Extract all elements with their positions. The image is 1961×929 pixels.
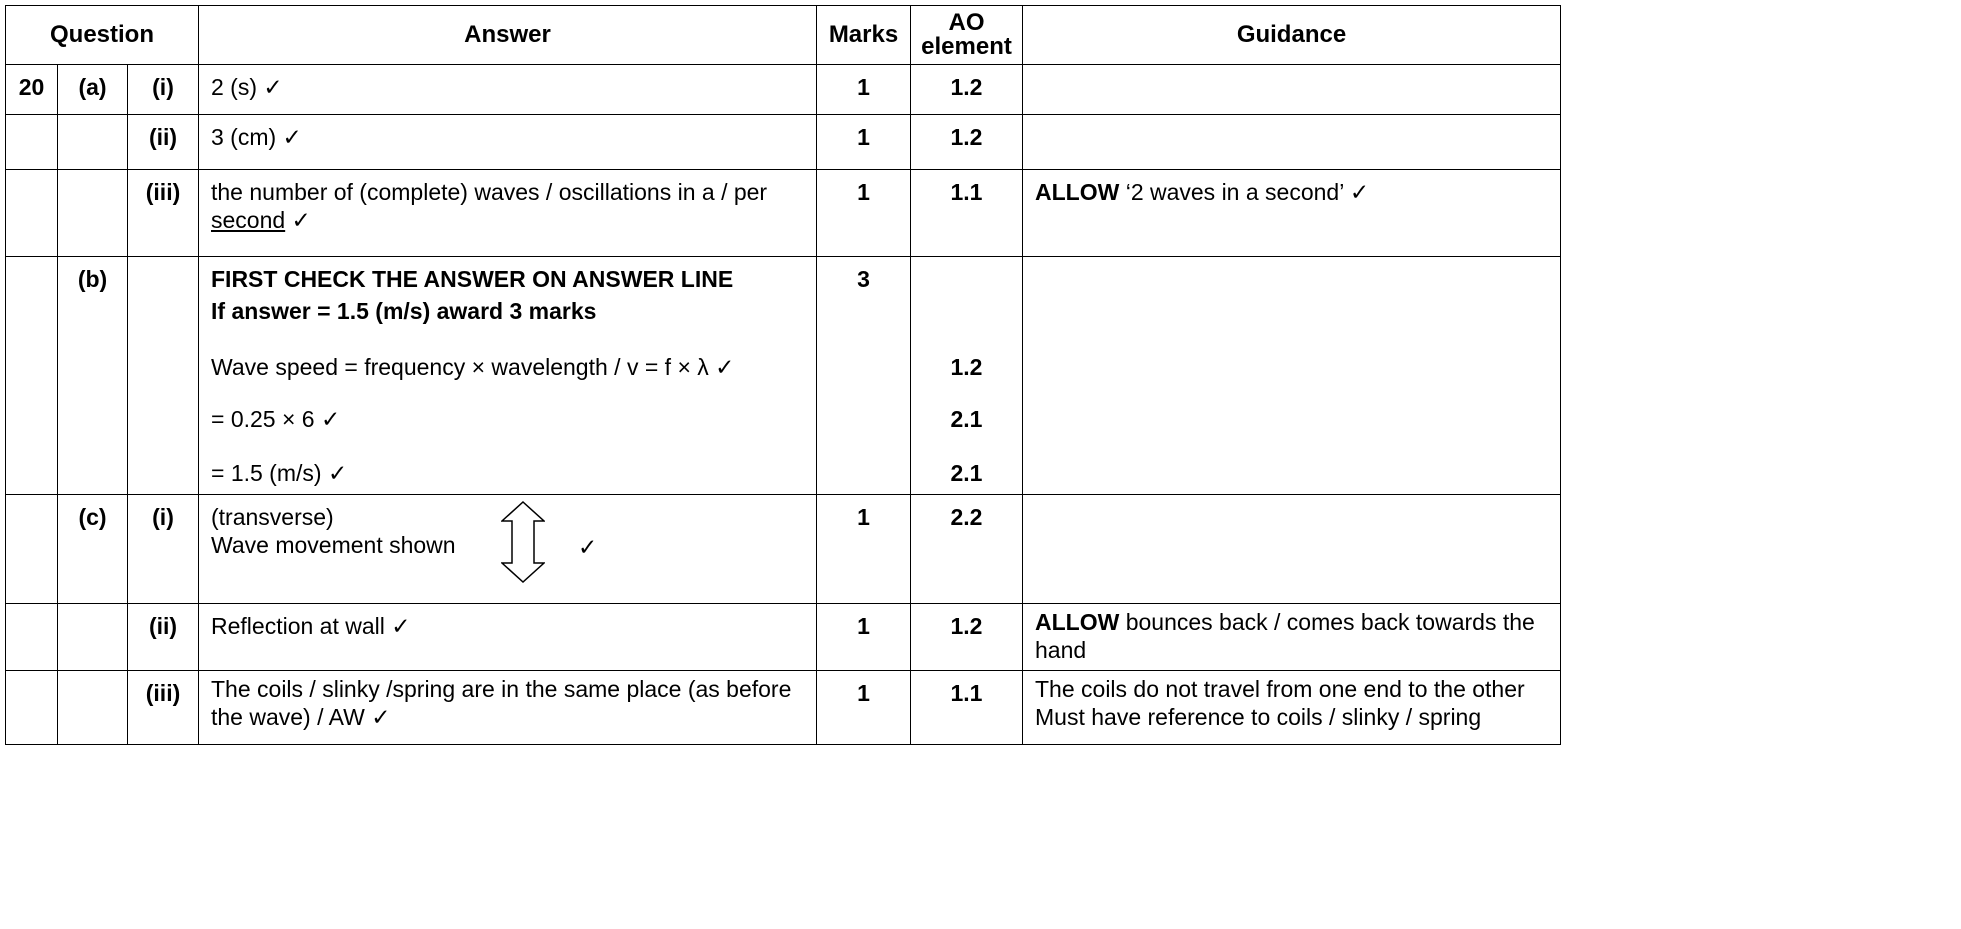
marks-cell: 3 [817,257,911,495]
answer-cell: The coils / slinky /spring are in the same place (as before the wave) / AW ✓ [199,671,817,745]
marks-cell: 1 [817,671,911,745]
table-row [6,257,1561,495]
question-subpart: (i) [128,65,199,115]
ao-step-1: 1.2 [950,354,983,380]
answer-cell: 2 (s) ✓ [199,65,817,115]
guidance-cell [1023,495,1561,604]
question-subpart: (ii) [128,115,199,170]
question-part [58,604,128,671]
marks-cell: 1 [817,115,911,170]
guidance-text: ‘2 waves in a second’ ✓ [1119,179,1370,205]
question-subpart: (i) [128,495,199,604]
question-number: 20 [6,65,58,115]
mark-scheme-table [5,5,1561,745]
ao-step-2: 2.1 [950,406,983,432]
answer-step-2: = 0.25 × 6 ✓ [211,406,341,432]
question-subpart: (iii) [128,170,199,257]
guidance-cell [1023,257,1561,495]
answer-cell: 3 (cm) ✓ [199,115,817,170]
marks-cell: 1 [817,604,911,671]
question-part [58,170,128,257]
question-number [6,257,58,495]
answer-instruction-1: FIRST CHECK THE ANSWER ON ANSWER LINE [211,266,734,292]
question-subpart [128,257,199,495]
question-number [6,671,58,745]
header-ao-line1: AO [948,9,985,36]
answer-underlined-word: second [211,207,286,233]
header-question: Question [6,6,199,65]
question-number [6,604,58,671]
ao-cell: 1.1 [911,170,1023,257]
header-row [6,6,1561,65]
guidance-cell [1023,115,1561,170]
guidance-cell [1023,170,1561,257]
answer-cell [199,170,817,257]
table-row [6,671,1561,745]
answer-line-2: Wave movement shown [211,532,456,558]
header-answer: Answer [199,6,817,65]
question-subpart: (ii) [128,604,199,671]
answer-step-1: Wave speed = frequency × wavelength / v = f × λ ✓ [211,354,735,380]
question-part: (b) [58,257,128,495]
guidance-cell [1023,671,1561,745]
marks-cell: 1 [817,495,911,604]
question-number [6,115,58,170]
header-ao-element [911,6,1023,65]
table-row [6,65,1561,115]
question-number [6,170,58,257]
ao-cell: 1.1 [911,671,1023,745]
table-row [6,170,1561,257]
question-part: (a) [58,65,128,115]
table-row [6,604,1561,671]
ao-cell: 1.2 [911,604,1023,671]
guidance-line-1: The coils do not travel from one end to the other [1035,676,1525,702]
ao-cell: 1.2 [911,65,1023,115]
answer-line-1: (transverse) [211,504,334,530]
question-part [58,671,128,745]
double-arrow-icon [501,501,545,583]
answer-text: the number of (complete) waves / oscillations in a / per [211,179,768,205]
answer-instruction-2: If answer = 1.5 (m/s) award 3 marks [211,298,597,324]
ao-cell [911,257,1023,495]
ao-cell: 1.2 [911,115,1023,170]
question-part [58,115,128,170]
header-marks: Marks [817,6,911,65]
answer-cell: Reflection at wall ✓ [199,604,817,671]
guidance-allow: ALLOW [1035,179,1120,205]
ao-step-3: 2.1 [950,460,983,486]
question-part: (c) [58,495,128,604]
marks-cell: 1 [817,170,911,257]
question-number [6,495,58,604]
answer-cell [199,495,817,604]
guidance-line-2: Must have reference to coils / slinky / spring [1035,704,1482,730]
guidance-text: bounces back / comes back towards the hand [1035,609,1535,663]
guidance-cell [1023,604,1561,671]
header-ao-line2: element [921,33,1012,60]
question-subpart: (iii) [128,671,199,745]
table-row [6,495,1561,604]
guidance-cell [1023,65,1561,115]
answer-cell [199,257,817,495]
tick-mark: ✓ [578,534,598,560]
header-guidance: Guidance [1023,6,1561,65]
marks-cell: 1 [817,65,911,115]
answer-step-3: = 1.5 (m/s) ✓ [211,460,348,486]
guidance-allow: ALLOW [1035,609,1120,635]
tick-mark: ✓ [285,207,311,233]
ao-cell: 2.2 [911,495,1023,604]
table-row [6,115,1561,170]
